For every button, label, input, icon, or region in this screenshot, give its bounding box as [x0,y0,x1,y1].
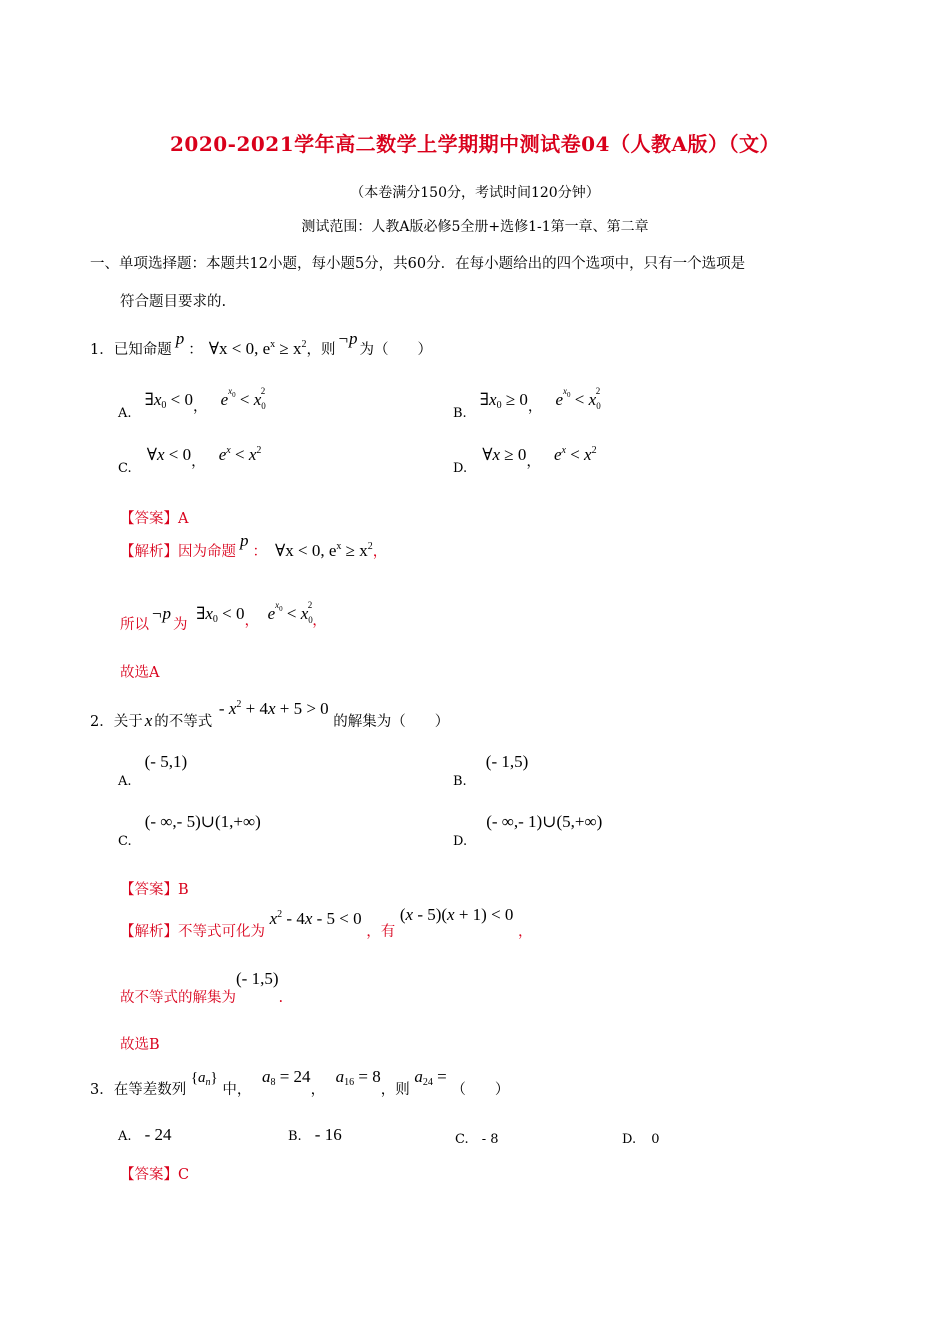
q1-option-a[interactable]: $_{A.}$ $\exists x_0 < 0$， $e^{x_0} < x_0^2$ [118,386,266,421]
q3-option-a[interactable]: A. - 24 [118,1125,172,1144]
q2-option-b[interactable]: $_{B.}$ (- 1,5) [453,752,529,789]
q3-option-d[interactable]: D. 0 [622,1132,660,1147]
q1-stem: 1．已知命题 [90,342,172,358]
q1-answer: 【答案】A [120,511,189,527]
q3-option-b[interactable]: B. - 16 [288,1125,342,1144]
question-1: 1．已知命题p： ∀x < 0, $e^x \ge x^2$，则¬p为（ ） [90,329,432,358]
q1-conclusion: 故选A [120,665,160,681]
q2-option-a[interactable]: $_{A.}$ (- 5,1) [118,752,188,789]
q2-analysis: 【解析】不等式可化为 $x^2 - 4x - 5 < 0$ ，有 (x - 5)(x + 1) < 0 ， [120,905,533,940]
question-3: 3．在等差数列 $\{a_n\}$ 中， $a_8 = 24$， $a_{16} = 8$，则 $a_{24}$ = （ ） [90,1067,510,1098]
q2-answer: 【答案】B [120,882,189,898]
score-time-note: （本卷满分150分，考试时间120分钟） [350,185,600,201]
q1-analysis: 【解析】因为命题p： ∀x < 0, $e^x \ge x^2$， [120,531,388,560]
page-title: 2020-2021学年高二数学上学期期中测试卷04（人教A版）（文） [170,132,780,156]
q1-analysis-line2: 所以¬p为 $\exists x_0 < 0$， $e^{x_0} < x_0^2$， [120,600,327,633]
q1-p: p [175,329,185,348]
q1-proposition: ∀x < 0, $e^x \ge x^2$ [208,339,307,358]
q2-option-c[interactable]: $_{C.}$ (- ∞,- 5)∪(1,+∞) [118,812,261,849]
question-2: 2．关于 x 的不等式 - $x^2 + 4x + 5 > 0$ 的解集为（ ） [90,699,450,730]
q3-option-c[interactable]: C. - 8 [455,1132,499,1147]
q1-option-d[interactable]: $_{D.}$ ∀x ≥ 0， $e^x < x^2$ [453,445,597,476]
section-heading-cont: 符合题目要求的. [120,294,227,310]
q3-answer: 【答案】C [120,1167,190,1183]
q2-option-d[interactable]: $_{D.}$ (- ∞,- 1)∪(5,+∞) [453,812,603,849]
q1-not-p: ¬p [337,329,358,348]
q2-conclusion: 故选B [120,1037,160,1053]
q2-analysis-line2: 故不等式的解集为(- 1,5). [120,969,284,1006]
test-scope: 测试范围：人教A版必修5全册+选修1-1第一章、第二章 [301,219,649,235]
q1-option-c[interactable]: $_{C.}$ ∀x < 0， $e^x < x^2$ [118,445,262,476]
section-heading: 一、单项选择题：本题共12小题，每小题5分，共60分．在每小题给出的四个选项中，只有一个选项是 [90,256,746,272]
q1-option-b[interactable]: $_{B.}$ $\exists x_0 \ge 0$， $e^{x_0} < x_0^2$ [453,386,601,421]
